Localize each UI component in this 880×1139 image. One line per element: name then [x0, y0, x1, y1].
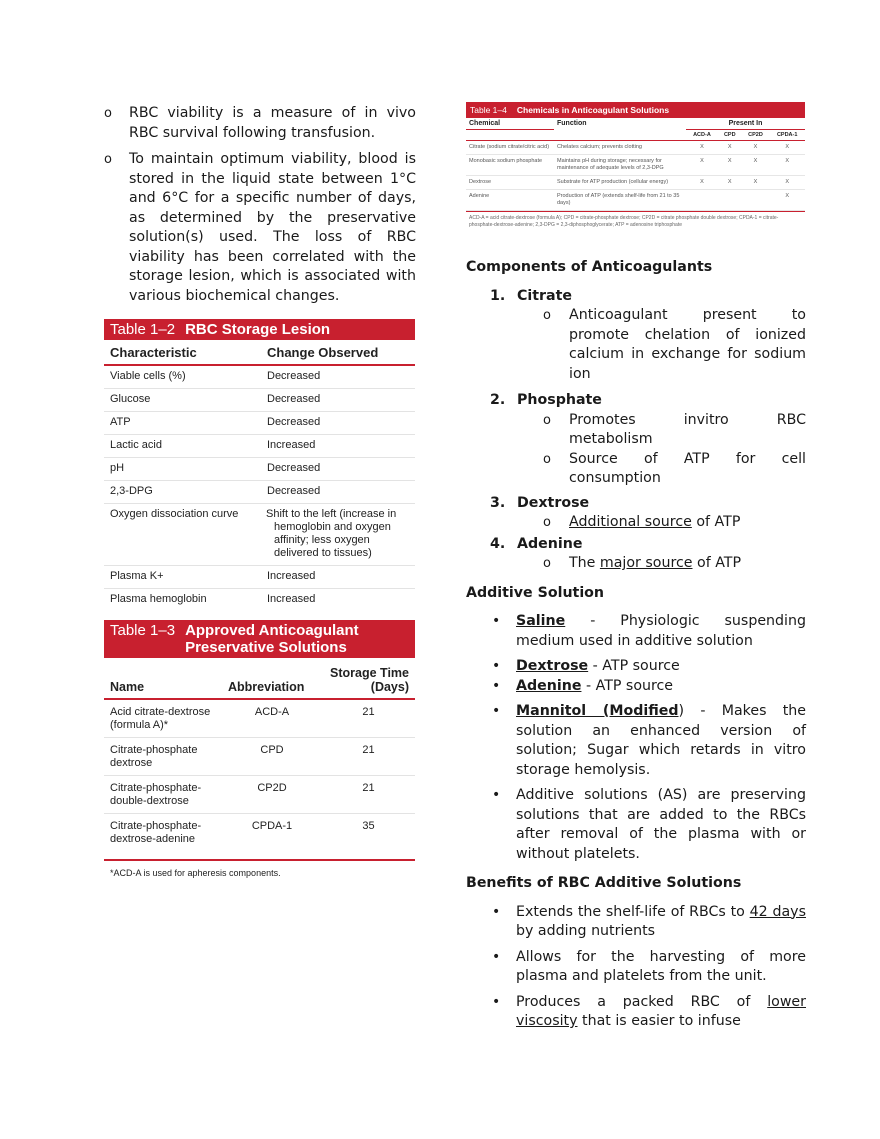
- item-term: Adenine: [516, 677, 582, 694]
- cell: ATP: [104, 412, 261, 435]
- sub-text: of ATP: [692, 555, 742, 571]
- column-header: Characteristic: [104, 340, 261, 365]
- cell: Increased: [261, 435, 415, 458]
- cell: Chelates calcium; prevents clotting: [554, 141, 686, 155]
- cell: 35: [362, 820, 375, 832]
- item-text: Produces a packed RBC of: [516, 993, 768, 1010]
- cell: X: [742, 155, 770, 176]
- cell: X: [718, 141, 742, 155]
- column-subheader: CPD: [718, 130, 742, 141]
- cell: Substrate for ATP production (cellular energy): [554, 176, 686, 190]
- list-item: [490, 948, 806, 987]
- column-header: Name: [104, 658, 222, 699]
- item-text: Allows for the harvesting of more plasma and platelets from the unit.: [516, 948, 806, 984]
- table-title: [466, 102, 805, 118]
- cell: X: [742, 141, 770, 155]
- item-text: - Physiologic suspending medium used in additive solution: [516, 613, 806, 649]
- table-rbc-storage-lesion: [104, 319, 415, 605]
- component-item: [490, 287, 806, 385]
- table-row: [104, 566, 415, 589]
- item-text: by adding nutrients: [516, 923, 656, 939]
- list-item: [490, 993, 806, 1032]
- cell: [718, 190, 742, 211]
- sub-text: The: [569, 555, 600, 571]
- component-name: Citrate: [517, 287, 573, 304]
- left-column: [104, 104, 416, 306]
- table-row: [466, 176, 805, 190]
- cell: X: [686, 141, 718, 155]
- table-row: [104, 458, 415, 481]
- table-body: [104, 658, 415, 851]
- component-sub-list: [543, 411, 806, 489]
- item-term: Saline: [516, 613, 566, 629]
- cell: Monobasic sodium phosphate: [466, 155, 554, 176]
- table-row: [104, 589, 415, 612]
- table-number: Table 1–3: [110, 622, 176, 639]
- table-row: [104, 814, 415, 852]
- item-text: Extends the shelf-life of RBCs to: [516, 903, 750, 920]
- cell: Citrate (sodium citrate/citric acid): [466, 141, 554, 155]
- cell: Maintains pH during storage; necessary for maintenance of adequate levels of 2,3-DPG: [554, 155, 686, 176]
- item-number: 3.: [490, 494, 506, 511]
- cell: 2,3-DPG: [104, 481, 261, 504]
- table-footnote: *ACD-A is used for apheresis components.: [104, 859, 415, 878]
- cell: Decreased: [261, 481, 415, 504]
- cell: [686, 190, 718, 211]
- cell: [742, 190, 770, 211]
- column-subheader: ACD-A: [686, 130, 718, 141]
- benefits-heading: Benefits of RBC Additive Solutions: [466, 875, 742, 891]
- item-term: Dextrose: [516, 658, 589, 674]
- component-item: [490, 391, 806, 489]
- cell: Lactic acid: [104, 435, 261, 458]
- cell: Shift to the left (increase in hemoglobin and oxygen affinity; less oxygen delivered to tissues): [261, 504, 415, 566]
- table-row: [104, 738, 415, 776]
- cell: CPD: [222, 738, 322, 776]
- sub-text-underlined: Additional source: [569, 514, 692, 530]
- sub-text: Anticoagulant present to promote chelation of ionized calcium in exchange for sodium ion: [569, 307, 806, 382]
- sub-item: [543, 513, 806, 533]
- cell: CP2D: [222, 776, 322, 814]
- column-subheader: CP2D: [742, 130, 770, 141]
- cell: X: [769, 141, 805, 155]
- right-column: [466, 258, 806, 1038]
- blank-cell: [554, 130, 686, 141]
- table-row: [104, 435, 415, 458]
- sub-item: [543, 450, 806, 489]
- sub-text: of ATP: [691, 514, 741, 530]
- cell: X: [769, 176, 805, 190]
- additive-list: [490, 612, 806, 864]
- cell: X: [769, 190, 805, 211]
- table-row: [466, 190, 805, 211]
- table-title-text: RBC Storage Lesion: [185, 321, 331, 338]
- cell: X: [686, 176, 718, 190]
- cell: Citrate-phosphate-dextrose-adenine: [110, 820, 202, 845]
- column-header: Abbreviation: [222, 658, 322, 699]
- item-text: - ATP source: [581, 677, 674, 694]
- component-sub-list: [543, 513, 806, 533]
- table-row: [466, 155, 805, 176]
- item-text: Additive solutions (AS) are preserving solutions that are added to the RBCs after removal of the plasma with or without platelets.: [516, 787, 806, 862]
- column-header: Chemical: [466, 118, 554, 130]
- table-row: [104, 776, 415, 814]
- item-number: 2.: [490, 392, 506, 408]
- cell: Glucose: [104, 389, 261, 412]
- column-header: Change Observed: [261, 340, 415, 365]
- bullet-item: o RBC viability is a measure of in vivo RBC survival following transfusion.: [104, 104, 416, 143]
- component-sub-list: [543, 554, 806, 574]
- cell: Oxygen dissociation curve: [104, 504, 261, 566]
- sub-item: [543, 554, 806, 574]
- table-title-text: Approved Anticoagulant: [185, 622, 359, 639]
- bullet-item: o To maintain optimum viability, blood is stored in the liquid state between 1°C and 6°C for a specific number of days, as determined by the preservative solution(s) used. The loss of RBC viability has been correlated with the storage lesion, which is associated with various biochemical changes.: [104, 150, 416, 306]
- components-list: [490, 287, 806, 574]
- component-sub-list: [543, 306, 806, 384]
- table-row: [104, 365, 415, 389]
- component-name: Phosphate: [517, 392, 602, 408]
- cell: Citrate-phosphate-double-dextrose: [104, 776, 222, 814]
- cell: Citrate-phosphate dextrose: [104, 738, 222, 776]
- cell: pH: [104, 458, 261, 481]
- cell: Decreased: [261, 458, 415, 481]
- component-name: Dextrose: [517, 494, 590, 511]
- table-chemicals-anticoagulant: [466, 102, 805, 244]
- table-title: [104, 319, 415, 340]
- table-body: [466, 118, 805, 211]
- table-title: [104, 620, 415, 658]
- column-subheader: CPDA-1: [769, 130, 805, 141]
- cell: X: [742, 176, 770, 190]
- cell: Dextrose: [466, 176, 554, 190]
- cell: Decreased: [261, 365, 415, 389]
- item-text: ) - Makes the solution an enhanced version of solution; Sugar which retards in vitro storage hemolysis.: [516, 703, 807, 778]
- sub-text: Promotes invitro RBC metabolism: [569, 411, 806, 447]
- table-row: [466, 141, 805, 155]
- cell: Plasma K+: [104, 566, 261, 589]
- table-row: [104, 389, 415, 412]
- table-number: Table 1–4: [470, 105, 507, 115]
- table-anticoagulant-solutions: [104, 620, 415, 878]
- component-item: [490, 535, 806, 574]
- cell: 21: [322, 776, 415, 814]
- sub-item: [543, 306, 806, 384]
- list-item: [490, 677, 806, 697]
- cell: 21: [322, 699, 415, 738]
- additive-heading: Additive Solution: [466, 584, 605, 601]
- cell: 21: [322, 738, 415, 776]
- sub-item: [543, 411, 806, 450]
- list-item: [490, 657, 806, 677]
- table-title-text: Preservative Solutions: [185, 639, 347, 656]
- sub-text: Source of ATP for cell consumption: [569, 450, 806, 486]
- item-text: that is easier to infuse: [577, 1013, 741, 1029]
- sub-text-underlined: major source: [599, 555, 693, 571]
- table-body: [104, 340, 415, 611]
- cell: Increased: [267, 593, 316, 605]
- cell: Plasma hemoglobin: [110, 593, 207, 605]
- components-heading: Components of Anticoagulants: [466, 259, 713, 275]
- cell: ACD-A: [222, 699, 322, 738]
- cell: Decreased: [261, 412, 415, 435]
- item-number: 4.: [490, 535, 506, 552]
- item-text-underlined: lower viscosity: [516, 993, 806, 1029]
- item-text-underlined: 42 days: [749, 903, 806, 920]
- cell: X: [718, 155, 742, 176]
- cell: Acid citrate-dextrose (formula A)*: [104, 699, 222, 738]
- column-header: Function: [557, 120, 587, 127]
- table-footnote: ACD-A = acid citrate-dextrose (formula A); CPD = citrate-phosphate dextrose; CP2D = citrate phosphate double dextrose; CPDA-1 = citrate-phosphate-dextrose-adenine; 2,3-DPG = 2,3-diphosphoglycerate; ATP = adenosine triphosphate: [466, 211, 805, 232]
- cell: Production of ATP (extends shelf-life from 21 to 35 days): [554, 190, 686, 211]
- component-item: [490, 494, 806, 533]
- cell: Decreased: [261, 389, 415, 412]
- table-number: Table 1–2: [110, 321, 176, 338]
- list-item: [490, 612, 806, 651]
- table-row: [104, 504, 415, 566]
- list-item: [490, 786, 806, 864]
- table-row: [104, 481, 415, 504]
- blank-cell: [466, 130, 554, 141]
- column-header: Present In: [686, 118, 805, 130]
- benefits-list: [490, 903, 806, 1032]
- item-text: - ATP source: [588, 658, 680, 674]
- cell: Increased: [261, 566, 415, 589]
- item-number: 1.: [490, 287, 506, 304]
- component-name: Adenine: [517, 535, 583, 552]
- list-item: [490, 903, 806, 942]
- cell: X: [718, 176, 742, 190]
- cell: CPDA-1: [251, 820, 293, 832]
- table-row: [104, 412, 415, 435]
- cell: Adenine: [466, 190, 554, 211]
- item-term: Mannitol (Modified: [516, 703, 679, 719]
- left-bullet-list: [104, 104, 416, 306]
- list-item: [490, 702, 806, 780]
- table-row: [104, 699, 415, 738]
- cell: X: [686, 155, 718, 176]
- cell: X: [769, 155, 805, 176]
- column-header: Storage Time (Days): [322, 658, 415, 699]
- table-title-text: Chemicals in Anticoagulant Solutions: [516, 105, 670, 115]
- cell: Viable cells (%): [104, 365, 261, 389]
